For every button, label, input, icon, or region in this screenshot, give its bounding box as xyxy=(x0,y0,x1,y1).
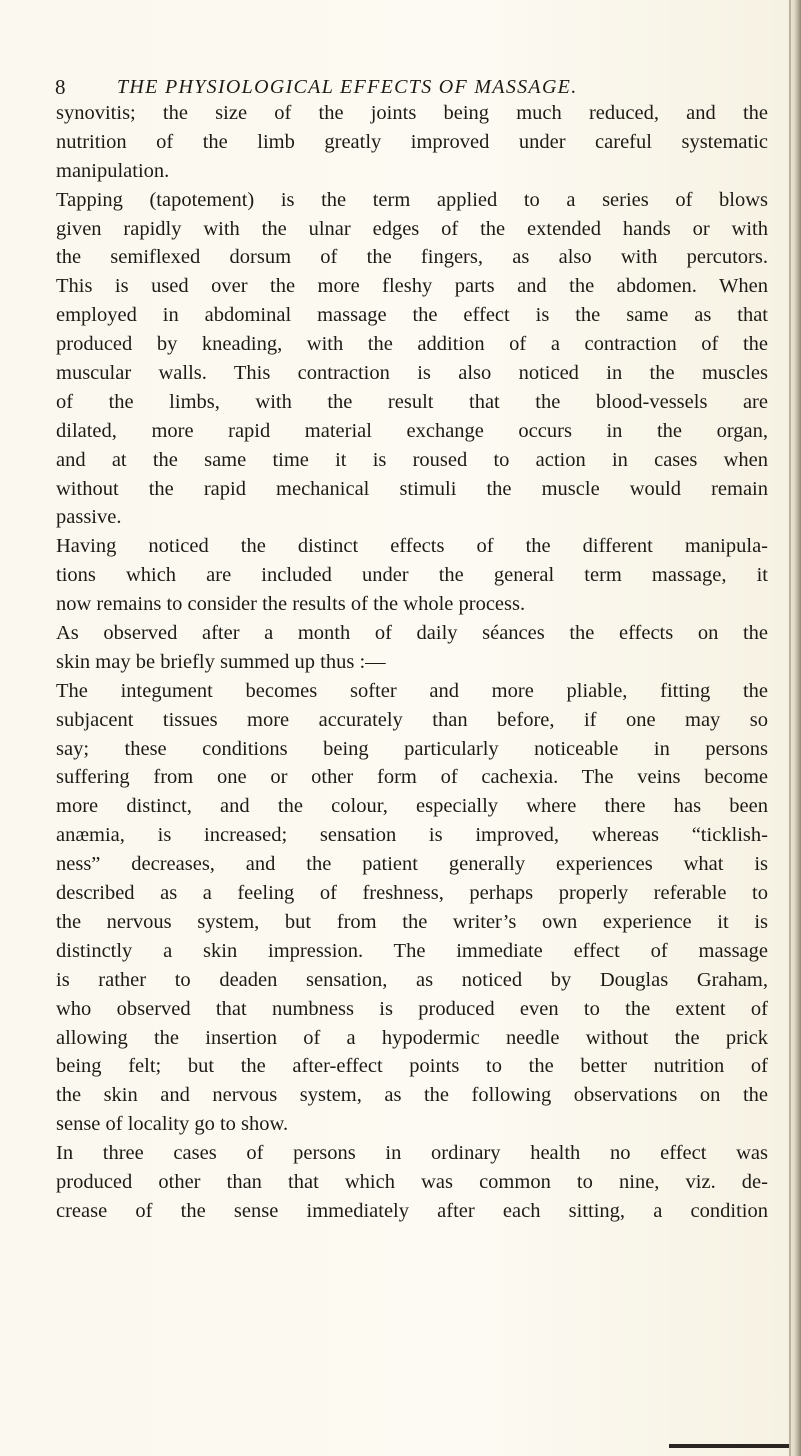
text-line: muscular walls. This contraction is also noticed in the muscles xyxy=(56,362,768,385)
text-line: suffering from one or other form of cachexia. The veins become xyxy=(56,766,768,789)
text-line: now remains to consider the results of the whole process. xyxy=(56,593,526,616)
text-line: without the rapid mechanical stimuli the muscle would remain xyxy=(56,477,768,500)
text-line: This is used over the more fleshy parts and the abdomen. When xyxy=(56,275,768,298)
text-line: manipulation. xyxy=(56,159,170,182)
text-line: tions which are included under the general term massage, it xyxy=(56,564,768,587)
text-line: synovitis; the size of the joints being much reduced, and the xyxy=(56,102,768,124)
text-line: is rather to deaden sensation, as noticed by Douglas Graham, xyxy=(56,968,768,991)
text-line: ness” decreases, and the patient generally experiences what is xyxy=(56,853,768,876)
text-line: sense of locality go to show. xyxy=(56,1113,289,1136)
text-line: Tapping (tapotement) is the term applied to a series of blows xyxy=(56,188,768,211)
text-line: allowing the insertion of a hypodermic needle without the prick xyxy=(56,1026,768,1049)
text-line: dilated, more rapid material exchange occurs in the organ, xyxy=(56,419,768,442)
text-line: the nervous system, but from the writer’s own experience it is xyxy=(56,910,768,933)
text-line: say; these conditions being particularly noticeable in persons xyxy=(56,737,768,760)
text-line: In three cases of persons in ordinary health no effect was xyxy=(56,1142,768,1165)
page-header xyxy=(55,72,695,102)
text-line: subjacent tissues more accurately than before, if one may so xyxy=(56,708,768,731)
body-text xyxy=(56,99,768,1226)
text-line: of the limbs, with the result that the blood-vessels are xyxy=(56,390,768,413)
page-edge-line xyxy=(789,0,791,1456)
text-line: more distinct, and the colour, especially where there has been xyxy=(56,795,768,818)
page-number: 8 xyxy=(55,75,66,99)
text-line: skin may be briefly summed up thus :— xyxy=(56,650,386,673)
text-line: given rapidly with the ulnar edges of the extended hands or with xyxy=(56,217,768,240)
text-line: the skin and nervous system, as the following observations on the xyxy=(56,1084,768,1107)
running-title: THE PHYSIOLOGICAL EFFECTS OF MASSAGE. xyxy=(117,76,578,98)
text-line: being felt; but the after-effect points to the better nutrition of xyxy=(56,1055,768,1078)
text-line: produced other than that which was common to nine, viz. de- xyxy=(56,1170,768,1193)
text-line: and at the same time it is roused to action in cases when xyxy=(56,448,768,471)
text-line: crease of the sense immediately after each sitting, a condition xyxy=(56,1199,768,1222)
text-line: As observed after a month of daily séances the effects on the xyxy=(56,622,768,645)
text-line: the semiflexed dorsum of the fingers, as also with percutors. xyxy=(56,246,768,269)
text-line: produced by kneading, with the addition of a contraction of the xyxy=(56,333,768,356)
text-line: distinctly a skin impression. The immediate effect of massage xyxy=(56,939,768,962)
text-line: The integument becomes softer and more pliable, fitting the xyxy=(56,679,768,702)
text-line: nutrition of the limb greatly improved under careful systematic xyxy=(56,130,768,153)
text-line: anæmia, is increased; sensation is improved, whereas “ticklish- xyxy=(56,824,768,847)
text-line: passive. xyxy=(56,506,122,529)
text-line: described as a feeling of freshness, perhaps properly referable to xyxy=(56,882,768,905)
text-line: employed in abdominal massage the effect is the same as that xyxy=(56,304,768,327)
text-line: Having noticed the distinct effects of the different manipula- xyxy=(56,535,768,558)
bottom-rule xyxy=(669,1444,789,1448)
text-line: who observed that numbness is produced even to the extent of xyxy=(56,997,768,1020)
